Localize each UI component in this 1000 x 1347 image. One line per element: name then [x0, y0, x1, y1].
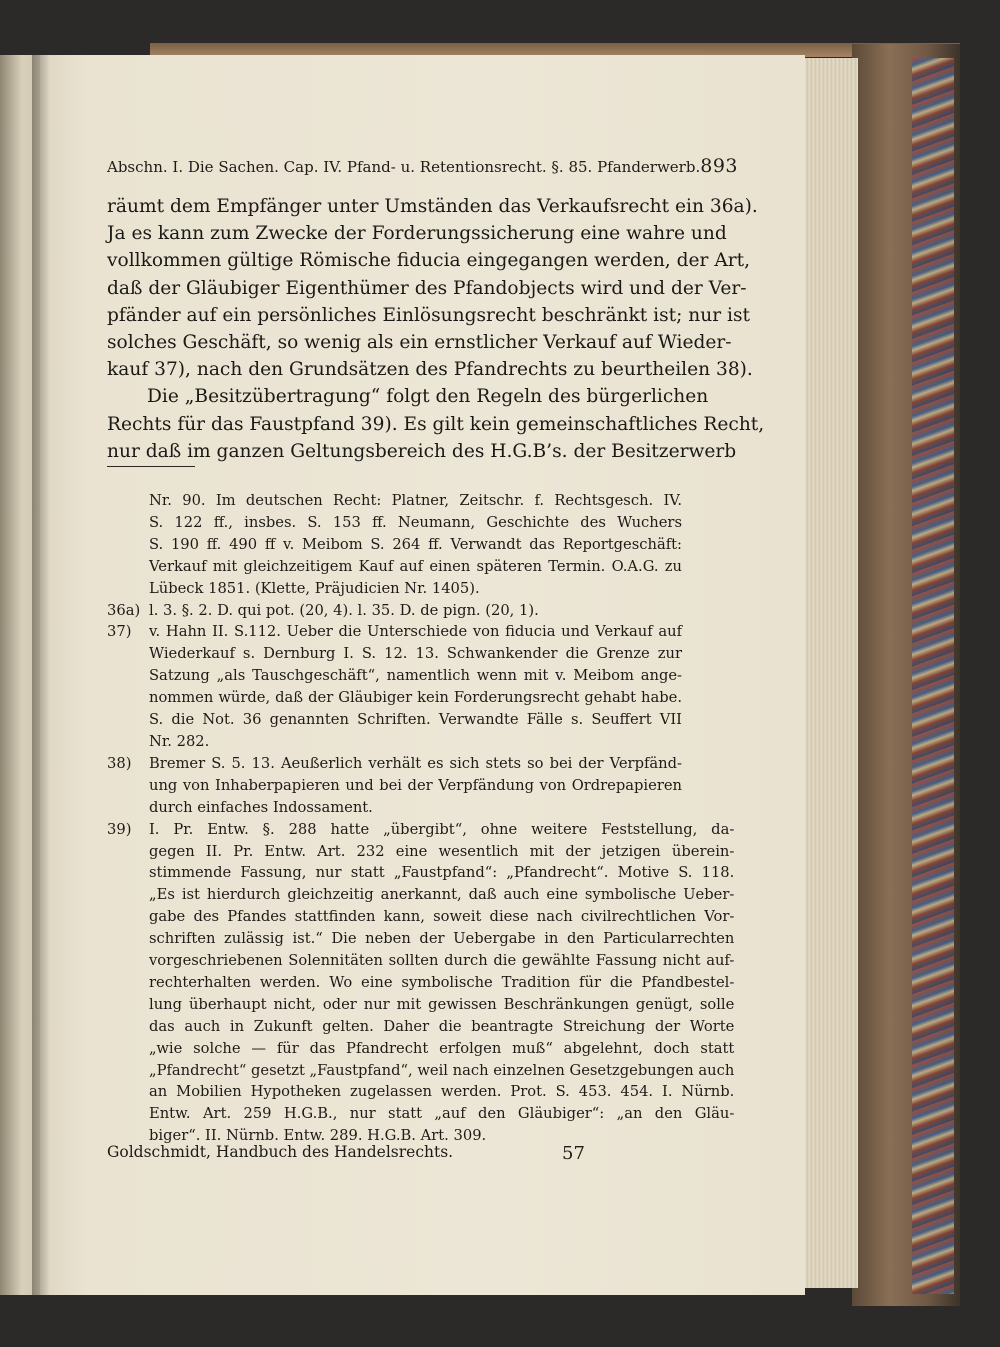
footnote-line: Wiederkauf s. Dernburg I. S. 12. 13. Schwankender die Grenze zur [149, 645, 682, 663]
footnote-line: ung von Inhaberpapieren und bei der Verpfändung von Ordrepapieren [149, 776, 682, 794]
footnote-line: v. Hahn II. S.112. Ueber die Unterschiede von fiducia und Verkauf auf [149, 623, 682, 641]
footnote-number: 37) [107, 623, 132, 641]
footnote-line: an Mobilien Hypotheken zugelassen werden. Prot. S. 453. 454. I. Nürnb. [149, 1083, 735, 1101]
sheet-number: 57 [562, 1143, 585, 1164]
footnote-line: durch einfaches Indossament. [149, 798, 373, 816]
footnote-line: „Pfandrecht“ gesetzt „Faustpfand“, weil nach einzelnen Gesetzgebungen auch [149, 1061, 735, 1079]
footnote-line: vorgeschriebenen Solennitäten sollten durch die gewählte Fassung nicht auf- [149, 952, 735, 970]
footnote-line: Lübeck 1851. (Klette, Präjudicien Nr. 1405). [149, 579, 480, 597]
page-number: 893 [700, 155, 738, 177]
footnote-line: lung überhaupt nicht, oder nur mit gewissen Beschränkungen genügt, solle [149, 995, 735, 1013]
footnote-line: Bremer S. 5. 13. Aeußerlich verhält es sich stets so bei der Verpfänd- [149, 754, 682, 772]
text-line: Rechts für das Faustpfand 39). Es gilt kein gemeinschaftliches Recht, [107, 413, 765, 435]
marbled-edge [912, 58, 954, 1294]
footnote-line: S. die Not. 36 genannten Schriften. Verwandte Fälle s. Seuffert VII [149, 711, 682, 729]
text-line: kauf 37), nach den Grundsätzen des Pfandrechts zu beurtheilen 38). [107, 359, 753, 381]
footnote-line: nommen würde, daß der Gläubiger kein Forderungsrecht gehabt habe. [149, 689, 682, 707]
footnote-line: I. Pr. Entw. §. 288 hatte „übergibt“, ohne weitere Feststellung, da- [149, 820, 735, 838]
text-line: Die „Besitzübertragung“ folgt den Regeln des bürgerlichen [147, 386, 709, 408]
footnote-line: „wie solche — für das Pfandrecht erfolgen muß“ abgelehnt, doch statt [149, 1039, 735, 1057]
footnote-line: das auch in Zukunft gelten. Daher die beantragte Streichung der Worte [149, 1017, 735, 1035]
footnote-line: Verkauf mit gleichzeitigem Kauf auf einen späteren Termin. O.A.G. zu [149, 557, 682, 575]
text-line: solches Geschäft, so wenig als ein ernstlicher Verkauf auf Wieder- [107, 332, 732, 354]
footnote-line: „Es ist hierdurch gleichzeitig anerkannt, daß auch eine symbolische Ueber- [149, 886, 735, 904]
footnote-number: 39) [107, 820, 132, 838]
footnote-number: 38) [107, 754, 132, 772]
text-line: nur daß im ganzen Geltungsbereich des H.G.B’s. der Besitzerwerb [107, 440, 737, 462]
footnote-rule [107, 466, 195, 467]
page-edges [800, 58, 858, 1288]
footnote-line: stimmende Fassung, nur statt „Faustpfand“: „Pfandrecht“. Motive S. 118. [149, 864, 735, 882]
text-line: daß der Gläubiger Eigenthümer des Pfandobjects wird und der Ver- [107, 277, 747, 299]
footnote-line: Nr. 90. Im deutschen Recht: Platner, Zeitschr. f. Rechtsgesch. IV. [149, 492, 682, 509]
text-line: Ja es kann zum Zwecke der Forderungssicherung eine wahre und [107, 223, 727, 245]
footnote-line: gegen II. Pr. Entw. Art. 232 eine wesentlich mit der jetzigen überein- [149, 842, 735, 860]
main-text [107, 193, 765, 465]
footnote-number: 36a) [107, 601, 141, 619]
footnote-line: S. 122 ff., insbes. S. 153 ff. Neumann, Geschichte des Wuchers [149, 513, 682, 531]
spine-shadow [32, 55, 50, 1295]
footnote-line: S. 190 ff. 490 ff v. Meibom S. 264 ff. Verwandt das Reportgeschäft: [149, 535, 682, 553]
footnote [107, 621, 682, 752]
footnote-line: biger“. II. Nürnb. Entw. 289. H.G.B. Art. 309. [149, 1127, 487, 1145]
footnote-line: Entw. Art. 259 H.G.B., nur statt „auf den Gläubiger“: „an den Gläu- [149, 1105, 735, 1123]
footnote-number [107, 490, 149, 600]
footnote-line: gabe des Pfandes stattfinden kann, soweit diese nach civilrechtlichen Vor- [149, 908, 735, 926]
footnote [107, 819, 735, 1148]
running-head [107, 155, 738, 177]
footnote [107, 490, 682, 600]
text-line: räumt dem Empfänger unter Umständen das Verkaufsrecht ein 36a). [107, 196, 758, 217]
signature: Goldschmidt, Handbuch des Handelsrechts. [107, 1143, 454, 1161]
footnote-line: Satzung „als Tauschgeschäft“, namentlich wenn mit v. Meibom ange- [149, 667, 682, 685]
footnote-line: Nr. 282. [149, 732, 210, 750]
footnote [107, 600, 682, 622]
footnotes [107, 490, 735, 1147]
text-line: pfänder auf ein persönliches Einlösungsrecht beschränkt ist; nur ist [107, 304, 751, 326]
footnote-line: schriften zulässig ist.“ Die neben der Uebergabe in den Particularrechten [149, 930, 735, 948]
running-title: Abschn. I. Die Sachen. Cap. IV. Pfand- u. Retentionsrecht. §. 85. Pfanderwerb. [107, 158, 701, 176]
text-line: vollkommen gültige Römische fiducia eingegangen werden, der Art, [107, 250, 751, 272]
footnote [107, 753, 682, 819]
footnote-line: rechterhalten werden. Wo eine symbolische Tradition für die Pfandbestel- [149, 973, 735, 991]
footnote-line: l. 3. §. 2. D. qui pot. (20, 4). l. 35. D. de pign. (20, 1). [149, 601, 539, 619]
